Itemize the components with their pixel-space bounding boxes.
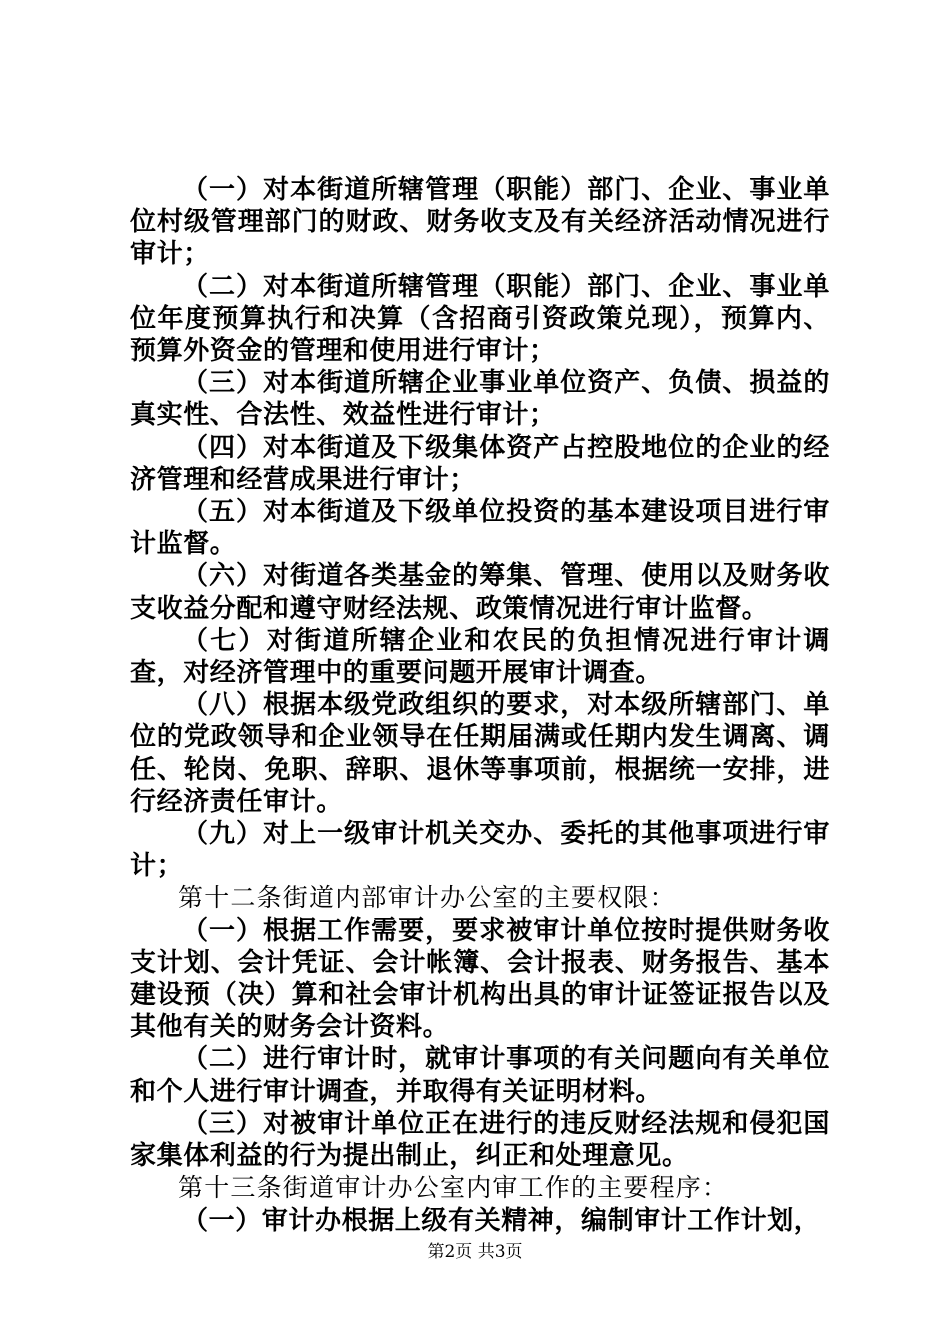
document-body — [130, 174, 830, 1237]
audit-authority-item-1: （一）根据工作需要，要求被审计单位按时提供财务收支计划、会计凭证、会计帐簿、会计报表、财务报告、基本建设预（决）算和社会审计机构出具的审计证签证报告以及其他有关的财务会计资料。 — [130, 915, 830, 1043]
article-12-heading: 第十二条街道内部审计办公室的主要权限： — [178, 883, 676, 913]
audit-scope-item-4: （四）对本街道及下级集体资产占控股地位的企业的经济管理和经营成果进行审计； — [130, 432, 830, 495]
audit-scope-item-2: （二）对本街道所辖管理（职能）部门、企业、事业单位年度预算执行和决算（含招商引资政策兑现），预算内、预算外资金的管理和使用进行审计； — [130, 271, 830, 367]
audit-scope-item-8: （八）根据本级党政组织的要求，对本级所辖部门、单位的党政领导和企业领导在任期届满或任期内发生调离、调任、轮岗、免职、辞职、退休等事项前，根据统一安排，进行经济责任审计。 — [130, 690, 830, 817]
audit-scope-item-9: （九）对上一级审计机关交办、委托的其他事项进行审计； — [130, 819, 830, 882]
audit-authority-item-3: （三）对被审计单位正在进行的违反财经法规和侵犯国家集体利益的行为提出制止，纠正和处理意见。 — [130, 1108, 830, 1172]
audit-scope-item-7: （七）对街道所辖企业和农民的负担情况进行审计调查，对经济管理中的重要问题开展审计调查。 — [130, 625, 830, 689]
page-footer: 第2页 共3页 — [427, 1242, 523, 1262]
article-13-heading: 第十三条街道审计办公室内审工作的主要程序： — [178, 1173, 729, 1203]
audit-procedure-item-1: （一）审计办根据上级有关精神，编制审计工作计划， — [182, 1205, 821, 1236]
audit-authority-item-2: （二）进行审计时，就审计事项的有关问题向有关单位和个人进行审计调查，并取得有关证明材料。 — [130, 1044, 830, 1107]
audit-scope-item-1: （一）对本街道所辖管理（职能）部门、企业、事业单位村级管理部门的财政、财务收支及有关经济活动情况进行审计； — [130, 175, 830, 270]
audit-scope-item-5: （五）对本街道及下级单位投资的基本建设项目进行审计监督。 — [130, 497, 830, 560]
audit-scope-item-3: （三）对本街道所辖企业事业单位资产、负债、损益的真实性、合法性、效益性进行审计； — [130, 368, 830, 431]
audit-scope-item-6: （六）对街道各类基金的筹集、管理、使用以及财务收支收益分配和遵守财经法规、政策情况进行审计监督。 — [130, 561, 830, 624]
